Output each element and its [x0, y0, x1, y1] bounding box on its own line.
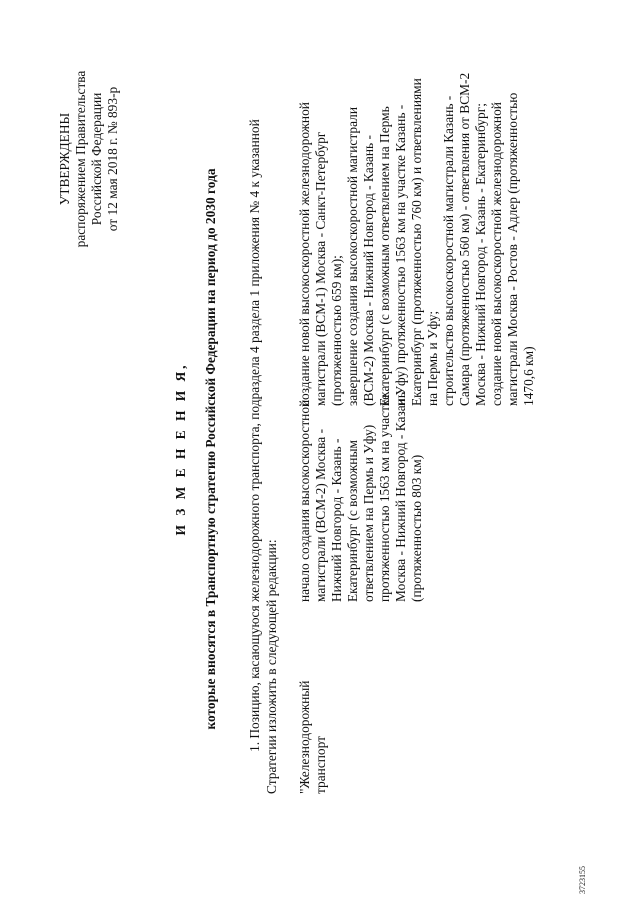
first-stage-line: начало создания высокоскоростной [297, 399, 312, 602]
first-stage-line: Москва - Нижний Новгород - Казань [393, 392, 408, 602]
second-stage-line: Самара (протяженностью 560 км) - ответвления от ВСМ-2 [457, 72, 472, 406]
approval-line: распоряжением Правительства [73, 70, 88, 248]
rotated-sheet [18, 4, 608, 894]
second-stage-line: создание новой высокоскоростной железнодорожной [489, 102, 504, 406]
second-stage-line: строительство высокоскоростной магистрали Казань - [441, 95, 456, 406]
approval-line: УТВЕРЖДЕНЫ [57, 112, 72, 206]
document-code: 3723155 [578, 866, 587, 894]
category-line: транспорт [313, 736, 328, 794]
approval-line: Российской Федерации [89, 92, 104, 226]
first-stage-line: протяженностью 1563 км на участке [377, 393, 392, 602]
second-stage-line: (ВСМ-2) Москва - Нижний Новгород - Казань - [361, 135, 376, 406]
first-stage-line: Нижний Новгород - Казань - [329, 438, 344, 602]
first-stage-line: магистрали (ВСМ-2) Москва - [313, 428, 328, 602]
second-stage-line: на Пермь и Уфу; [425, 310, 440, 406]
second-stage-line: завершение создания высокоскоростной магистрали [345, 107, 360, 406]
second-stage-line: создание новой высокоскоростной железнодорожной [297, 102, 312, 406]
first-stage-line: (протяженностью 803 км) [409, 454, 424, 602]
intro-line-1: 1. Позицию, касающуюся железнодорожного транспорта, подраздела 4 раздела 1 приложения № 4 к указанной [247, 119, 262, 752]
first-stage-line: ответвлением на Пермь и Уфу) [361, 424, 376, 602]
second-stage-line: Екатеринбург (с возможным ответвлением на Пермь [377, 106, 392, 406]
second-stage-line: Москва - Нижний Новгород - Казань - Екатеринбург; [473, 103, 488, 406]
second-stage-line: (протяженностью 659 км); [329, 255, 344, 406]
document-subtitle: которые вносятся в Транспортную стратегию Российской Федерации на период до 2030 года [203, 168, 218, 730]
category-line: "Железнодорожный [297, 680, 312, 794]
second-stage-line: 1470,6 км) [521, 346, 536, 406]
document-title: И З М Е Н Е Н И Я, [173, 362, 188, 536]
intro-line-2: Стратегии изложить в следующей редакции: [264, 539, 279, 794]
approval-line: от 12 мая 2018 г. № 893-р [105, 86, 120, 232]
second-stage-line: магистрали (ВСМ-1) Москва - Санкт-Петербург [313, 131, 328, 406]
second-stage-line: и Уфу) протяженностью 1563 км на участке Казань - [393, 104, 408, 406]
second-stage-line: Екатеринбург (протяженностью 760 км) и ответвлениями [409, 78, 424, 406]
first-stage-line: Екатеринбург (с возможным [345, 440, 360, 602]
second-stage-line: магистрали Москва - Ростов - Адлер (протяженностью [505, 92, 520, 406]
